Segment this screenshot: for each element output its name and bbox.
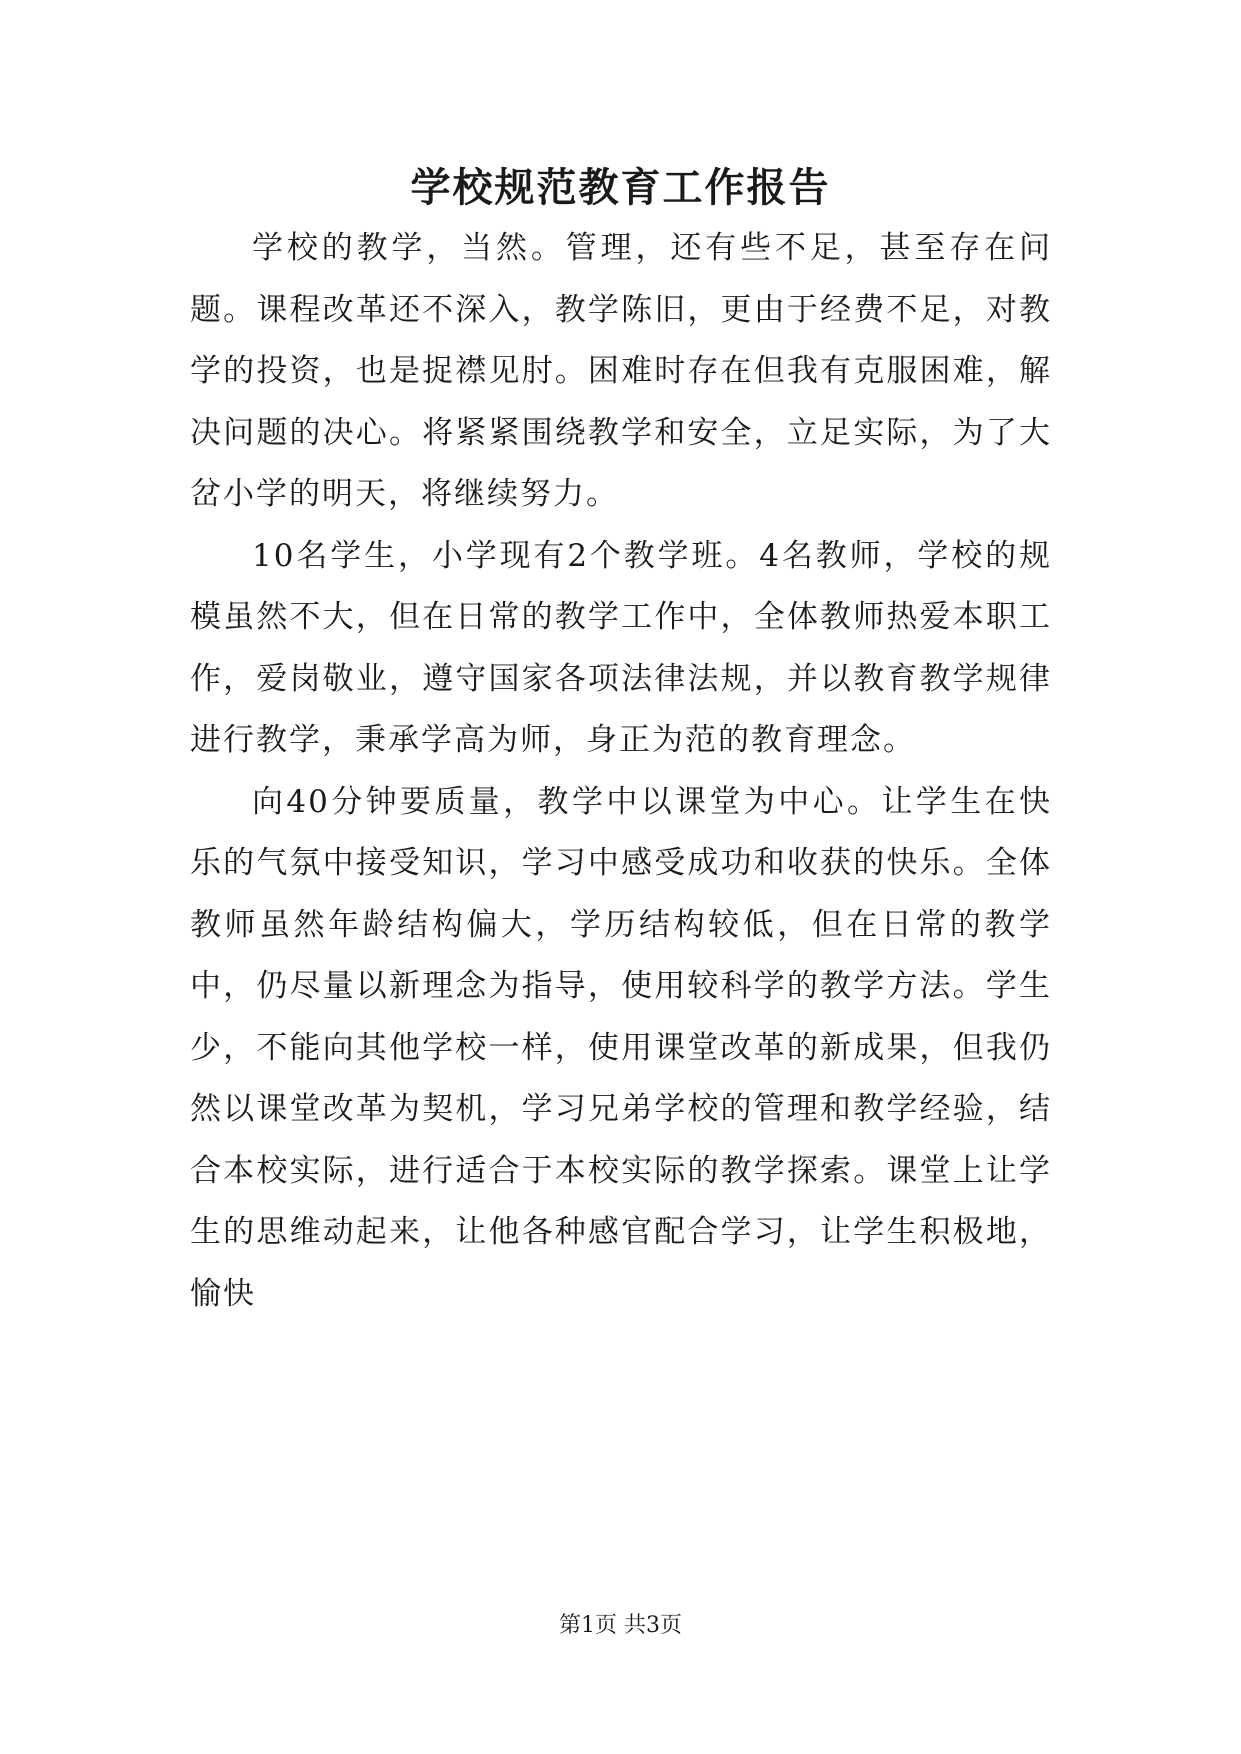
page-footer: 第1页 共3页	[559, 1613, 682, 1638]
paragraph-3: 向40分钟要质量，教学中以课堂为中心。让学生在快乐的气氛中接受知识，学习中感受成功和收获的快乐。全体教师虽然年龄结构偏大，学历结构较低，但在日常的教学中，仍尽量以新理念为指导，使用较科学的教学方法。学生少，不能向其他学校一样，使用课堂改革的新成果，但我仍然以课堂改革为契机，学习兄弟学校的管理和教学经验，结合本校实际，进行适合于本校实际的教学探索。课堂上让学生的思维动起来，让他各种感官配合学习，让学生积极地，愉快	[190, 783, 1052, 1312]
paragraph-2: 10名学生，小学现有2个教学班。4名教师，学校的规模虽然不大，但在日常的教学工作中，全体教师热爱本职工作，爱岗敬业，遵守国家各项法律法规，并以教育教学规律进行教学，秉承学高为师，身正为范的教育理念。	[190, 537, 1052, 758]
document-title: 学校规范教育工作报告	[410, 164, 831, 211]
document-body	[190, 218, 1052, 1325]
paragraph-1: 学校的教学，当然。管理，还有些不足，甚至存在问题。课程改革还不深入，教学陈旧，更由于经费不足，对教学的投资，也是捉襟见肘。困难时存在但我有克服困难，解决问题的决心。将紧紧围绕教学和安全，立足实际，为了大岔小学的明天，将继续努力。	[190, 230, 1052, 512]
